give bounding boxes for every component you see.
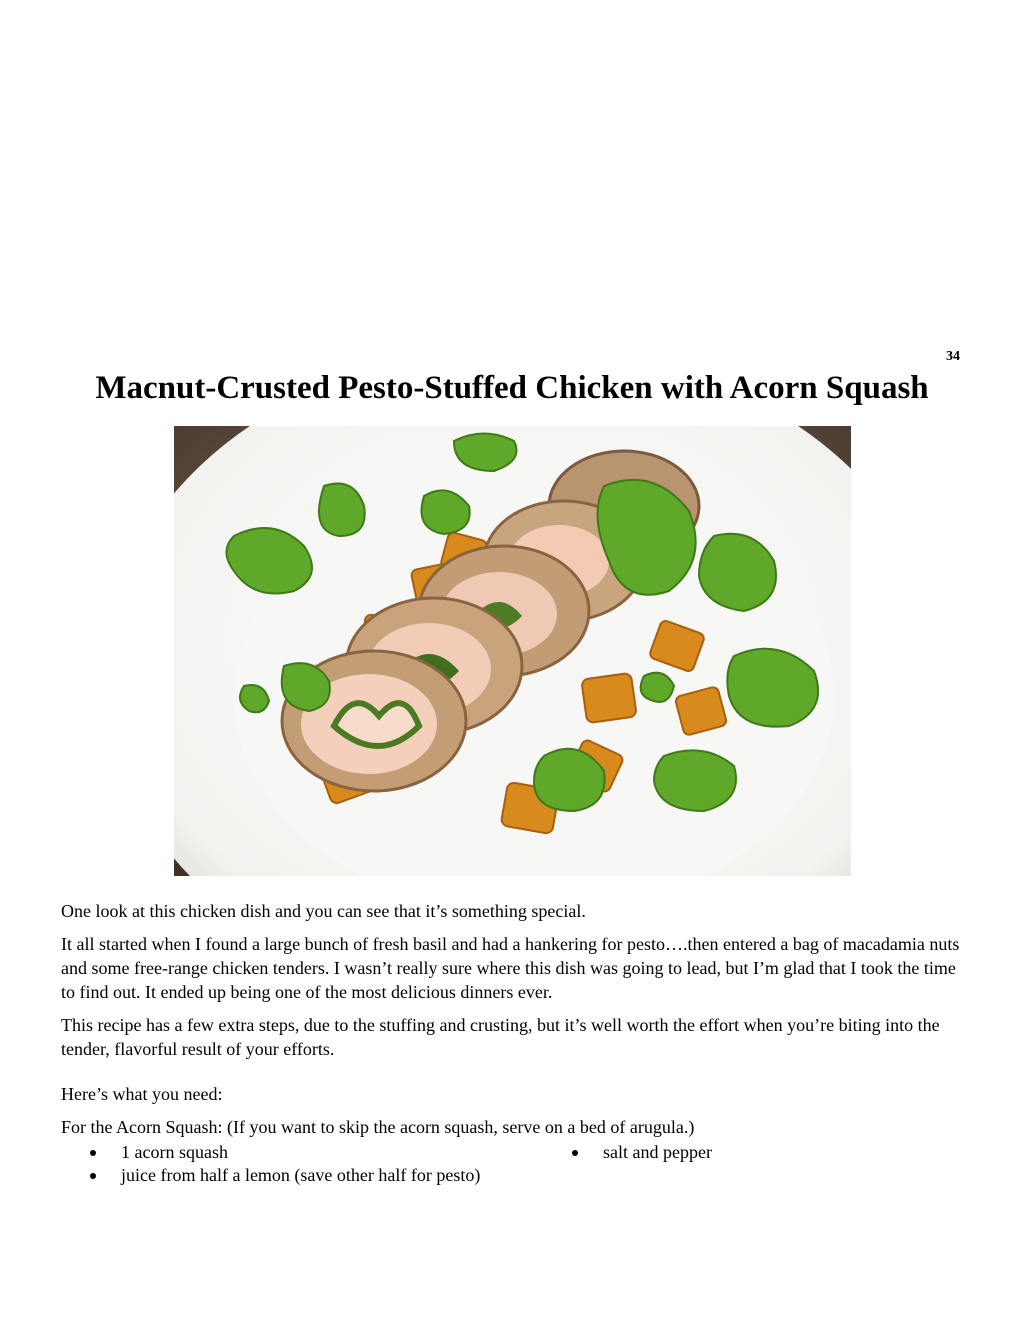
paragraph: For the Acorn Squash: (If you want to skip the acorn squash, serve on a bed of arugula.) (61, 1117, 695, 1137)
intro-text (61, 899, 966, 1148)
list-item: juice from half a lemon (save other half for pesto) (61, 1164, 491, 1187)
page-number: 34 (946, 349, 960, 364)
ingredient-column-left (61, 1141, 491, 1187)
paragraph: It all started when I found a large bunch of fresh basil and had a hankering for pesto….then entered a bag of macadamia nuts and some free-range chicken tenders. I wasn’t really sure where this dish was going to lead, but I’m glad that I took the time to find out. It ended up being one of the most delicious dinners ever. (61, 934, 960, 1002)
ingredient-column-right (543, 1141, 943, 1164)
dish-illustration (174, 426, 851, 876)
paragraph: This recipe has a few extra steps, due to the stuffing and crusting, but it’s well worth the effort when you’re biting into the tender, flavorful result of your efforts. (61, 1015, 940, 1059)
list-item: 1 acorn squash (61, 1141, 491, 1164)
dish-photo (174, 426, 851, 876)
list-item: salt and pepper (543, 1141, 943, 1164)
paragraph: Here’s what you need: (61, 1084, 223, 1104)
page-title: Macnut-Crusted Pesto-Stuffed Chicken with Acorn Squash (95, 370, 929, 406)
paragraph: One look at this chicken dish and you can see that it’s something special. (61, 901, 586, 921)
